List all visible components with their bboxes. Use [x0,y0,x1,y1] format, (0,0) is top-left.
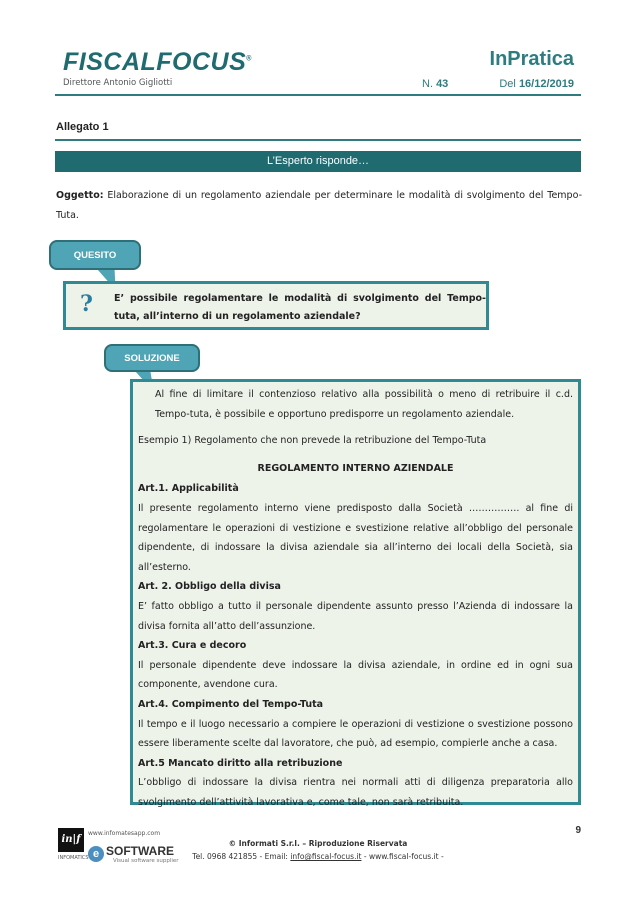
article-title: Art.4. Compimento del Tempo-Tuta [138,698,324,710]
article-text: Il presente regolamento interno viene predisposto dalla Società ……………. al fine di regolamentare le operazioni di vestizione e svestizione relative all’obbligo del personale dipendente, di indossare la divisa aziendale sia all’interno dei locali della Società, sia all’esterno. [138,502,573,573]
quesito-box [63,281,489,330]
quesito-text: E’ possibile regolamentare le modalità di svolgimento del Tempo-tuta, all’interno di un regolamento aziendale? [114,293,486,322]
allegato-label: Allegato 1 [56,121,109,133]
footer-contact: Tel. 0968 421855 - Email: info@fiscal-focus.it - www.fiscal-focus.it - [192,852,444,861]
header-divider [55,94,581,96]
article-text: L’obbligo di indossare la divisa rientra nei normali atti di diligenza preparatoria allo svolgimento dell’attività lavorativa e, come tale, non sarà retribuita. [138,777,573,808]
footer-copyright: © Informati S.r.l. – Riproduzione Riservata [228,839,408,848]
allegato-divider [55,139,581,141]
issue-date: Del 16/12/2019 [499,78,574,90]
article-text: E’ fatto obbligo a tutto il personale dipendente assunto presso l’Azienda di indossare la divisa fornita all’atto dell’assunzione. [138,600,573,632]
director-line: Direttore Antonio Gigliotti [63,78,173,88]
article-title: Art.1. Applicabilità [138,483,239,495]
article-text: Il tempo e il luogo necessario a compiere le operazioni di vestizione o svestizione possono essere liberamente scelte dal lavoratore, che può, ad esempio, compierle anche a casa. [138,718,573,750]
oggetto-paragraph: Oggetto: Elaborazione di un regolamento aziendale per determinare le modalità di svolgimento del Tempo-Tuta. [56,190,582,221]
quesito-tab: QUESITO [49,240,141,270]
issue-number: N. 43 [422,78,449,90]
footer-url: www.infomatesapp.com [88,830,161,837]
article-title: Art.3. Cura e decoro [138,640,247,652]
question-mark-icon: ? [80,291,93,317]
section-banner: L’Esperto risponde… [55,151,581,172]
page-number: 9 [575,825,581,836]
esoftware-logo: e SOFTWARE [88,844,174,862]
article-text: Il personale dipendente deve indossare la divisa aziendale, in ordine ed in ogni sua componente, avendone cura. [138,659,573,691]
soluzione-box [130,379,581,808]
footer-email-link[interactable]: info@fiscal-focus.it [290,852,362,861]
article-title: Art. 2. Obbligo della divisa [138,581,281,593]
article-title: Art.5 Mancato diritto alla retribuzione [138,757,343,769]
example-heading: Esempio 1) Regolamento che non prevede la retribuzione del Tempo-Tuta [138,435,487,447]
footer-tagline: Visual software supplier [113,858,179,864]
publication-title: InPratica [489,48,574,70]
soluzione-tab: SOLUZIONE [104,344,200,372]
soluzione-intro: Al fine di limitare il contenzioso relativo alla possibilità o meno di retribuire il c.d. Tempo-tuta, è possibile e opportuno predisporre un regolamento aziendale. [155,389,573,420]
regolamento-title: REGOLAMENTO INTERNO AZIENDALE [257,462,454,474]
inf-logo: in|f [58,828,84,852]
fiscalfocus-logo: FISCALFOCUS® [63,48,252,76]
footer-sub-label: INFOMATICS [58,855,89,861]
